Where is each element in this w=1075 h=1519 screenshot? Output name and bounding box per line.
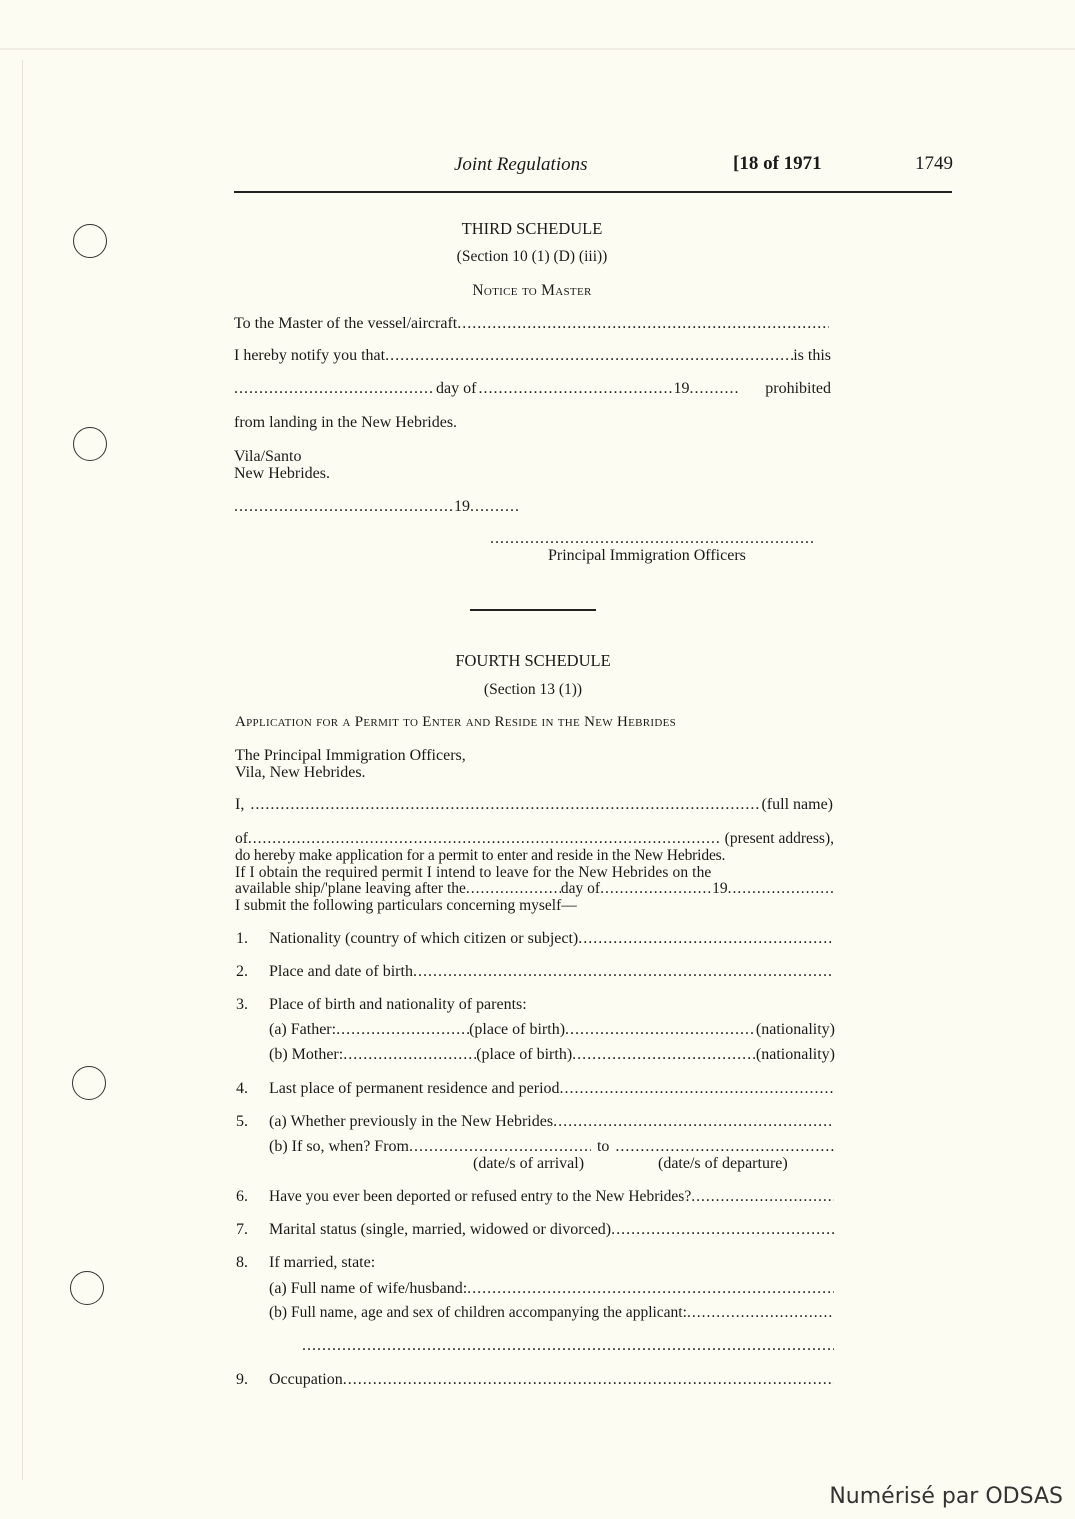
item-number: 7. — [236, 1221, 248, 1238]
vessel-line: To the Master of the vessel/aircraft ..... — [234, 315, 829, 333]
binder-hole-3 — [72, 1066, 106, 1100]
dot-leader — [728, 880, 834, 898]
binder-hole-2 — [73, 427, 107, 461]
notify-line: I hereby notify you that ..... is this — [234, 347, 831, 365]
act-reference: [18 of 1971 — [733, 153, 822, 174]
dot-leader — [343, 1371, 834, 1389]
departure-label: (date/s of departure) — [658, 1155, 788, 1172]
signature-label: Principal Immigration Officers — [548, 547, 746, 564]
item-number: 8. — [236, 1254, 248, 1271]
item-marital-status: Marital status (single, married, widowed or divorced) ..... — [269, 1221, 834, 1239]
dot-leader — [385, 347, 793, 365]
dot-leader — [689, 380, 739, 398]
landing-line: from landing in the New Hebrides. — [234, 414, 458, 431]
dot-leader — [615, 1138, 835, 1156]
item-number: 5. — [236, 1113, 248, 1130]
children-continuation-line — [302, 1337, 834, 1360]
dot-leader — [478, 380, 673, 398]
dot-leader — [466, 880, 561, 898]
dot-leader — [413, 963, 834, 981]
item-previous-visit: (a) Whether previously in the New Hebrides ..... — [269, 1113, 834, 1131]
date-prohibited-line: ..... day of ..... 19 ..... prohibited — [234, 380, 831, 398]
date-line: ..... 19 ..... — [234, 498, 520, 516]
item-number: 1. — [236, 930, 248, 947]
dot-leader — [248, 830, 719, 848]
running-title: Joint Regulations — [454, 154, 588, 175]
dot-leader — [490, 530, 815, 548]
item-number: 9. — [236, 1371, 248, 1388]
page-top-edge — [0, 48, 1075, 50]
binder-hole-4 — [70, 1271, 104, 1305]
dot-leader — [457, 315, 829, 333]
schedule-divider — [470, 609, 596, 611]
dot-leader — [560, 1080, 834, 1098]
full-name-line: I, ..... (full name) — [235, 796, 833, 814]
dot-leader — [343, 1046, 476, 1064]
digitization-watermark: Numérisé par ODSAS — [829, 1484, 1063, 1509]
item-birth: Place and date of birth ..... — [269, 963, 834, 981]
item-number: 6. — [236, 1188, 248, 1205]
third-schedule-heading: THIRD SCHEDULE — [461, 219, 603, 238]
dot-leader — [302, 1337, 834, 1355]
item-deported: Have you ever been deported or refused entry to the New Hebrides? ..... — [269, 1188, 834, 1206]
header-rule — [234, 191, 952, 193]
item-children: (b) Full name, age and sex of children accompanying the applicant: ..... — [269, 1304, 834, 1322]
place-line-1: Vila/Santo — [234, 448, 302, 465]
dot-leader — [565, 1021, 756, 1039]
item-parents: Place of birth and nationality of parents: — [269, 996, 527, 1013]
dot-leader — [687, 1304, 834, 1322]
dot-leader — [234, 380, 434, 398]
fourth-schedule-heading: FOURTH SCHEDULE — [455, 651, 611, 670]
dot-leader — [234, 498, 454, 516]
page-number: 1749 — [915, 153, 953, 174]
dot-leader — [250, 796, 761, 814]
para-line-4: I submit the following particulars concerning myself— — [235, 897, 577, 914]
dot-leader — [409, 1138, 591, 1156]
para-line-1: do hereby make application for a permit to enter and reside in the New Hebrides. — [235, 847, 726, 864]
dot-leader — [611, 1221, 834, 1239]
arrival-label: (date/s of arrival) — [473, 1155, 585, 1172]
item-residence: Last place of permanent residence and period ..... — [269, 1080, 834, 1098]
item-nationality: Nationality (country of which citizen or subject) ..... — [269, 930, 834, 948]
item-number: 3. — [236, 996, 248, 1013]
item-occupation: Occupation ..... — [269, 1371, 834, 1389]
item-previous-visit-dates: (b) If so, when? From ..... to ..... — [269, 1138, 835, 1156]
dot-leader — [578, 930, 834, 948]
para-line-3: available ship/'plane leaving after the ..... day of ..... 19 ..... — [235, 880, 834, 898]
dot-leader — [470, 498, 520, 516]
item-parents-mother: (b) Mother: ..... (place of birth) ..... (nationality) — [269, 1046, 835, 1064]
item-number: 4. — [236, 1080, 248, 1097]
notice-to-master-title: Notice to Master — [472, 282, 592, 299]
place-line-2: New Hebrides. — [234, 465, 330, 482]
dot-leader — [553, 1113, 834, 1131]
dot-leader — [572, 1046, 756, 1064]
para-line-2: If I obtain the required permit I intend to leave for the New Hebrides on the — [235, 864, 712, 881]
address-line: of ..... (present address), — [235, 830, 834, 848]
fourth-schedule-section: (Section 13 (1)) — [483, 681, 583, 698]
third-schedule-section: (Section 10 (1) (D) (iii)) — [456, 248, 608, 265]
addressee-line-2: Vila, New Hebrides. — [235, 764, 366, 781]
item-number: 2. — [236, 963, 248, 980]
addressee-line-1: The Principal Immigration Officers, — [235, 747, 466, 764]
page-left-edge — [22, 60, 23, 1480]
dot-leader — [691, 1188, 834, 1206]
item-spouse-name: (a) Full name of wife/husband: ..... — [269, 1280, 834, 1298]
application-form-title: Application for a Permit to Enter and Reside in the New Hebrides — [235, 714, 677, 730]
item-married: If married, state: — [269, 1254, 376, 1271]
dot-leader — [600, 880, 712, 898]
dot-leader — [336, 1021, 469, 1039]
dot-leader — [467, 1280, 834, 1298]
item-parents-father: (a) Father: ..... (place of birth) ..... (nationality) — [269, 1021, 835, 1039]
